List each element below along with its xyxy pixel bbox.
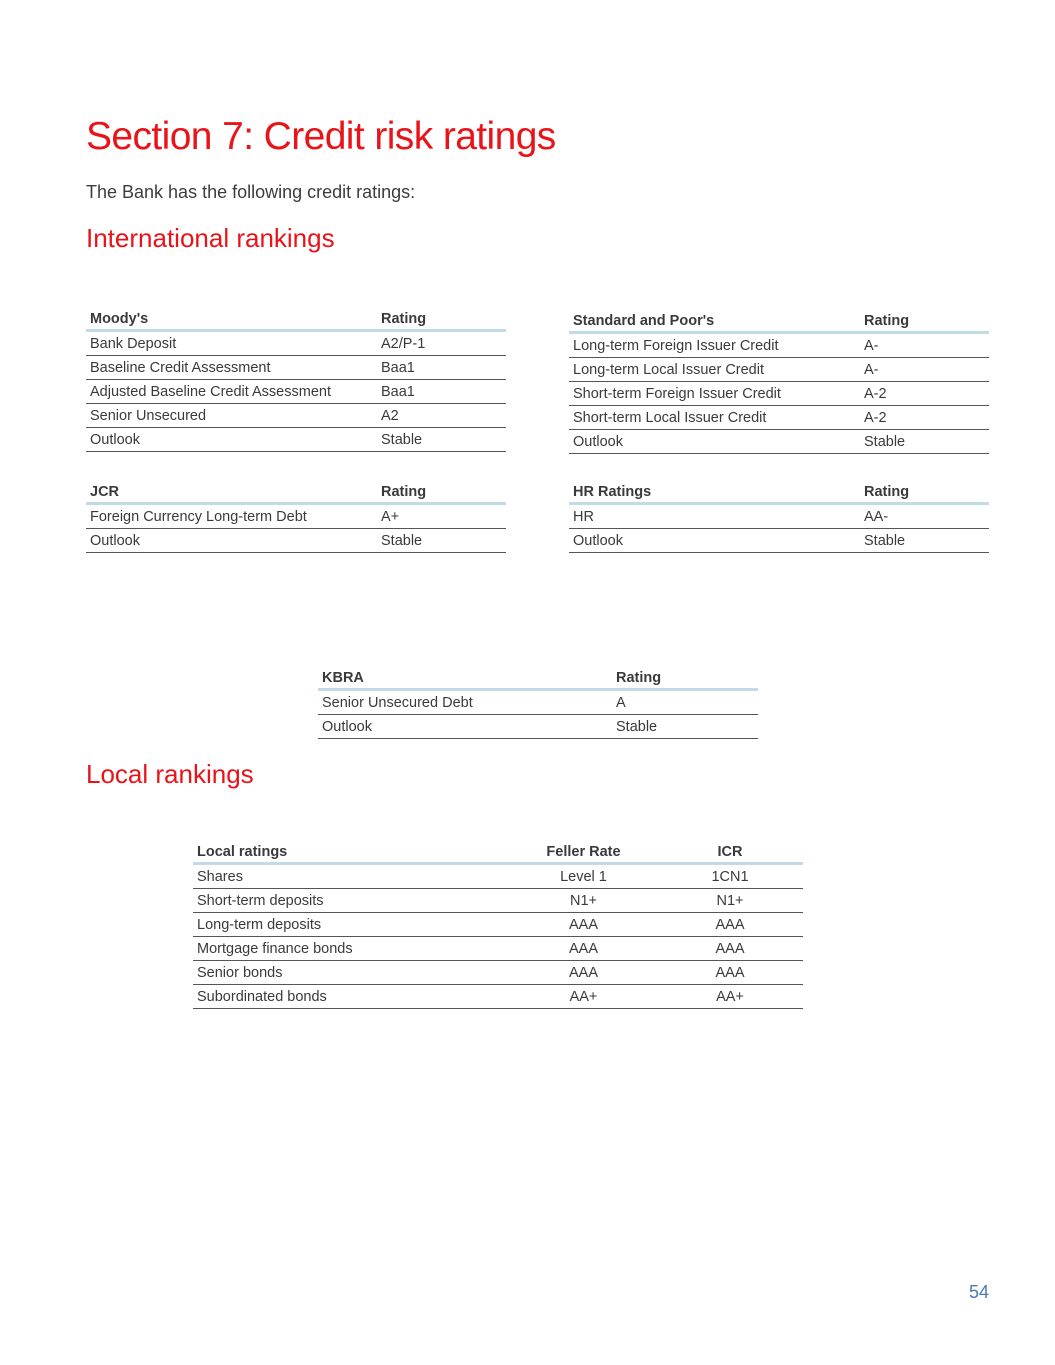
table-row xyxy=(569,529,989,553)
feller-rate-cell: N1+ xyxy=(510,889,657,913)
table-row xyxy=(193,864,803,889)
icr-cell: 1CN1 xyxy=(657,864,803,889)
international-rankings-heading: International rankings xyxy=(86,223,335,253)
agency-header: KBRA xyxy=(318,662,612,690)
instrument-cell: Foreign Currency Long-term Debt xyxy=(86,504,377,529)
rating-cell: Stable xyxy=(860,430,989,454)
instrument-cell: Outlook xyxy=(86,428,377,452)
icr-cell: AAA xyxy=(657,913,803,937)
instrument-cell: Senior Unsecured xyxy=(86,404,377,428)
table-row xyxy=(86,504,506,529)
instrument-cell: Short-term Foreign Issuer Credit xyxy=(569,382,860,406)
table-row xyxy=(569,333,989,358)
instrument-cell: Outlook xyxy=(569,430,860,454)
rating-cell: A+ xyxy=(377,504,506,529)
rating-cell: Baa1 xyxy=(377,356,506,380)
table-row xyxy=(86,529,506,553)
table-row xyxy=(318,715,758,739)
instrument-cell: Long-term Foreign Issuer Credit xyxy=(569,333,860,358)
table-row xyxy=(193,961,803,985)
table-row xyxy=(569,504,989,529)
table-header-row xyxy=(569,305,989,333)
agency-header: Moody's xyxy=(86,303,377,331)
instrument-cell: Outlook xyxy=(86,529,377,553)
rating-cell: A- xyxy=(860,333,989,358)
table-row xyxy=(193,937,803,961)
icr-cell: AA+ xyxy=(657,985,803,1009)
rating-cell: Baa1 xyxy=(377,380,506,404)
icr-header: ICR xyxy=(657,836,803,864)
table-header-row xyxy=(569,476,989,504)
table-row xyxy=(569,382,989,406)
table-row xyxy=(193,913,803,937)
rating-header: Rating xyxy=(860,476,989,504)
instrument-cell: Senior Unsecured Debt xyxy=(318,690,612,715)
rating-cell: Stable xyxy=(377,529,506,553)
jcr-ratings-table xyxy=(86,476,506,553)
kbra-ratings-table xyxy=(318,662,758,739)
rating-cell: Stable xyxy=(377,428,506,452)
agency-header: HR Ratings xyxy=(569,476,860,504)
table-row xyxy=(193,889,803,913)
table-row xyxy=(569,406,989,430)
table-row xyxy=(318,690,758,715)
icr-cell: AAA xyxy=(657,961,803,985)
feller-rate-header: Feller Rate xyxy=(510,836,657,864)
table-header-row xyxy=(193,836,803,864)
rating-cell: Stable xyxy=(860,529,989,553)
table-row xyxy=(86,380,506,404)
feller-rate-cell: AAA xyxy=(510,913,657,937)
rating-cell: AA- xyxy=(860,504,989,529)
table-row xyxy=(86,356,506,380)
rating-cell: A-2 xyxy=(860,382,989,406)
rating-cell: A xyxy=(612,690,758,715)
agency-header: Standard and Poor's xyxy=(569,305,860,333)
table-header-row xyxy=(86,476,506,504)
instrument-cell: Long-term Local Issuer Credit xyxy=(569,358,860,382)
feller-rate-cell: AAA xyxy=(510,937,657,961)
rating-header: Rating xyxy=(377,303,506,331)
rating-header: Rating xyxy=(860,305,989,333)
table-header-row xyxy=(86,303,506,331)
local-ratings-table xyxy=(193,836,803,1009)
rating-header: Rating xyxy=(612,662,758,690)
table-row xyxy=(569,430,989,454)
table-row xyxy=(193,985,803,1009)
instrument-cell: Mortgage finance bonds xyxy=(193,937,510,961)
rating-cell: A2 xyxy=(377,404,506,428)
instrument-cell: Short-term deposits xyxy=(193,889,510,913)
instrument-header: Local ratings xyxy=(193,836,510,864)
instrument-cell: Baseline Credit Assessment xyxy=(86,356,377,380)
instrument-cell: Bank Deposit xyxy=(86,331,377,356)
instrument-cell: Short-term Local Issuer Credit xyxy=(569,406,860,430)
rating-cell: A-2 xyxy=(860,406,989,430)
intro-text: The Bank has the following credit ratings: xyxy=(86,182,416,202)
instrument-cell: HR xyxy=(569,504,860,529)
rating-cell: Stable xyxy=(612,715,758,739)
instrument-cell: Senior bonds xyxy=(193,961,510,985)
page-number: 54 xyxy=(968,1282,989,1302)
rating-cell: A- xyxy=(860,358,989,382)
hr-ratings-table xyxy=(569,476,989,553)
feller-rate-cell: AA+ xyxy=(510,985,657,1009)
instrument-cell: Outlook xyxy=(318,715,612,739)
icr-cell: AAA xyxy=(657,937,803,961)
icr-cell: N1+ xyxy=(657,889,803,913)
feller-rate-cell: Level 1 xyxy=(510,864,657,889)
local-rankings-heading: Local rankings xyxy=(86,759,254,789)
table-row xyxy=(569,358,989,382)
instrument-cell: Long-term deposits xyxy=(193,913,510,937)
agency-header: JCR xyxy=(86,476,377,504)
feller-rate-cell: AAA xyxy=(510,961,657,985)
table-header-row xyxy=(318,662,758,690)
table-row xyxy=(86,404,506,428)
table-row xyxy=(86,428,506,452)
page-title: Section 7: Credit risk ratings xyxy=(86,115,556,158)
instrument-cell: Shares xyxy=(193,864,510,889)
moodys-ratings-table xyxy=(86,303,506,452)
rating-cell: A2/P-1 xyxy=(377,331,506,356)
sp-ratings-table xyxy=(569,305,989,454)
table-row xyxy=(86,331,506,356)
instrument-cell: Adjusted Baseline Credit Assessment xyxy=(86,380,377,404)
instrument-cell: Outlook xyxy=(569,529,860,553)
rating-header: Rating xyxy=(377,476,506,504)
instrument-cell: Subordinated bonds xyxy=(193,985,510,1009)
